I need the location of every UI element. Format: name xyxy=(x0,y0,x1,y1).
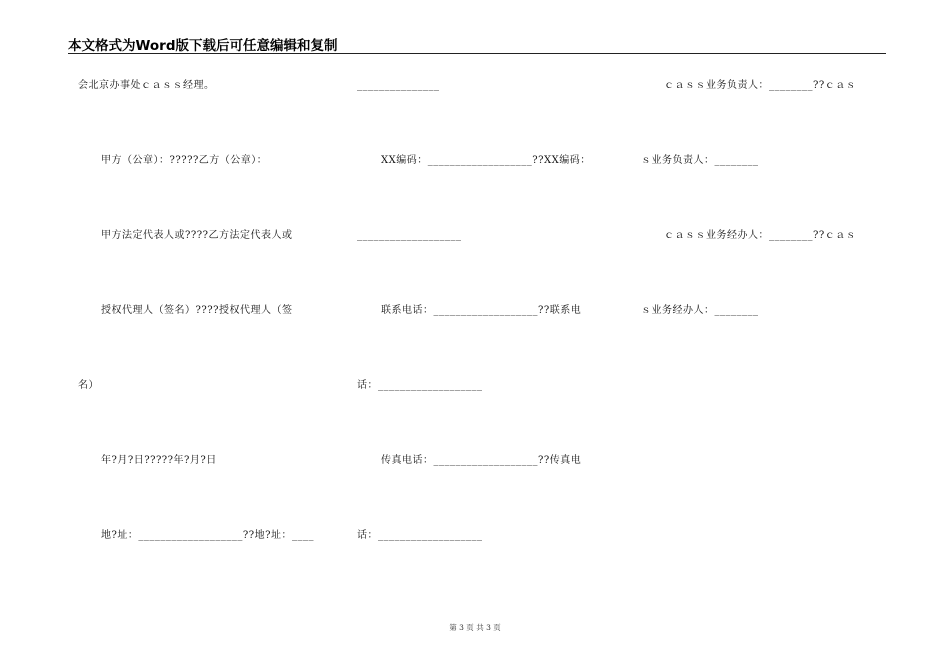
middle-text-line-4: 联系电话：___________________??联系电 xyxy=(381,305,582,316)
middle-text-line-2: XX编码：___________________??XX编码： xyxy=(381,155,591,166)
left-text-line-2: 甲方（公章）：?????乙方（公章）： xyxy=(101,155,268,166)
left-text-line-1: 会北京办事处ｃａｓｓ经理。 xyxy=(78,80,215,91)
middle-text-line-3: ___________________ xyxy=(357,230,462,241)
left-text-line-4: 授权代理人（签名）????授权代理人（签 xyxy=(101,305,293,316)
right-text-line-4: ｓ业务经办人：________ xyxy=(641,305,759,316)
page-header xyxy=(68,33,886,54)
middle-text-line-7: 话：___________________ xyxy=(357,530,483,541)
middle-text-line-6: 传真电话：___________________??传真电 xyxy=(381,455,582,466)
middle-text-line-1: _______________ xyxy=(357,80,440,91)
left-text-line-7: 地?址：___________________??地?址：____ xyxy=(101,530,314,541)
right-text-line-2: ｓ业务负责人：________ xyxy=(641,155,759,166)
left-text-line-3: 甲方法定代表人或????乙方法定代表人或 xyxy=(101,230,293,241)
left-text-line-5: 名） xyxy=(78,380,99,391)
middle-text-line-5: 话：___________________ xyxy=(357,380,483,391)
header-title: 本文格式为Word版下载后可任意编辑和复制 xyxy=(68,38,338,54)
right-text-line-3: ｃａｓｓ业务经办人：________??ｃａｓ xyxy=(664,230,857,241)
page-number-label: 第 3 页 共 3 页 xyxy=(449,623,501,632)
right-text-line-1: ｃａｓｓ业务负责人：________??ｃａｓ xyxy=(664,80,857,91)
left-text-line-6: 年?月?日?????年?月?日 xyxy=(101,455,217,466)
page-footer xyxy=(0,622,950,633)
